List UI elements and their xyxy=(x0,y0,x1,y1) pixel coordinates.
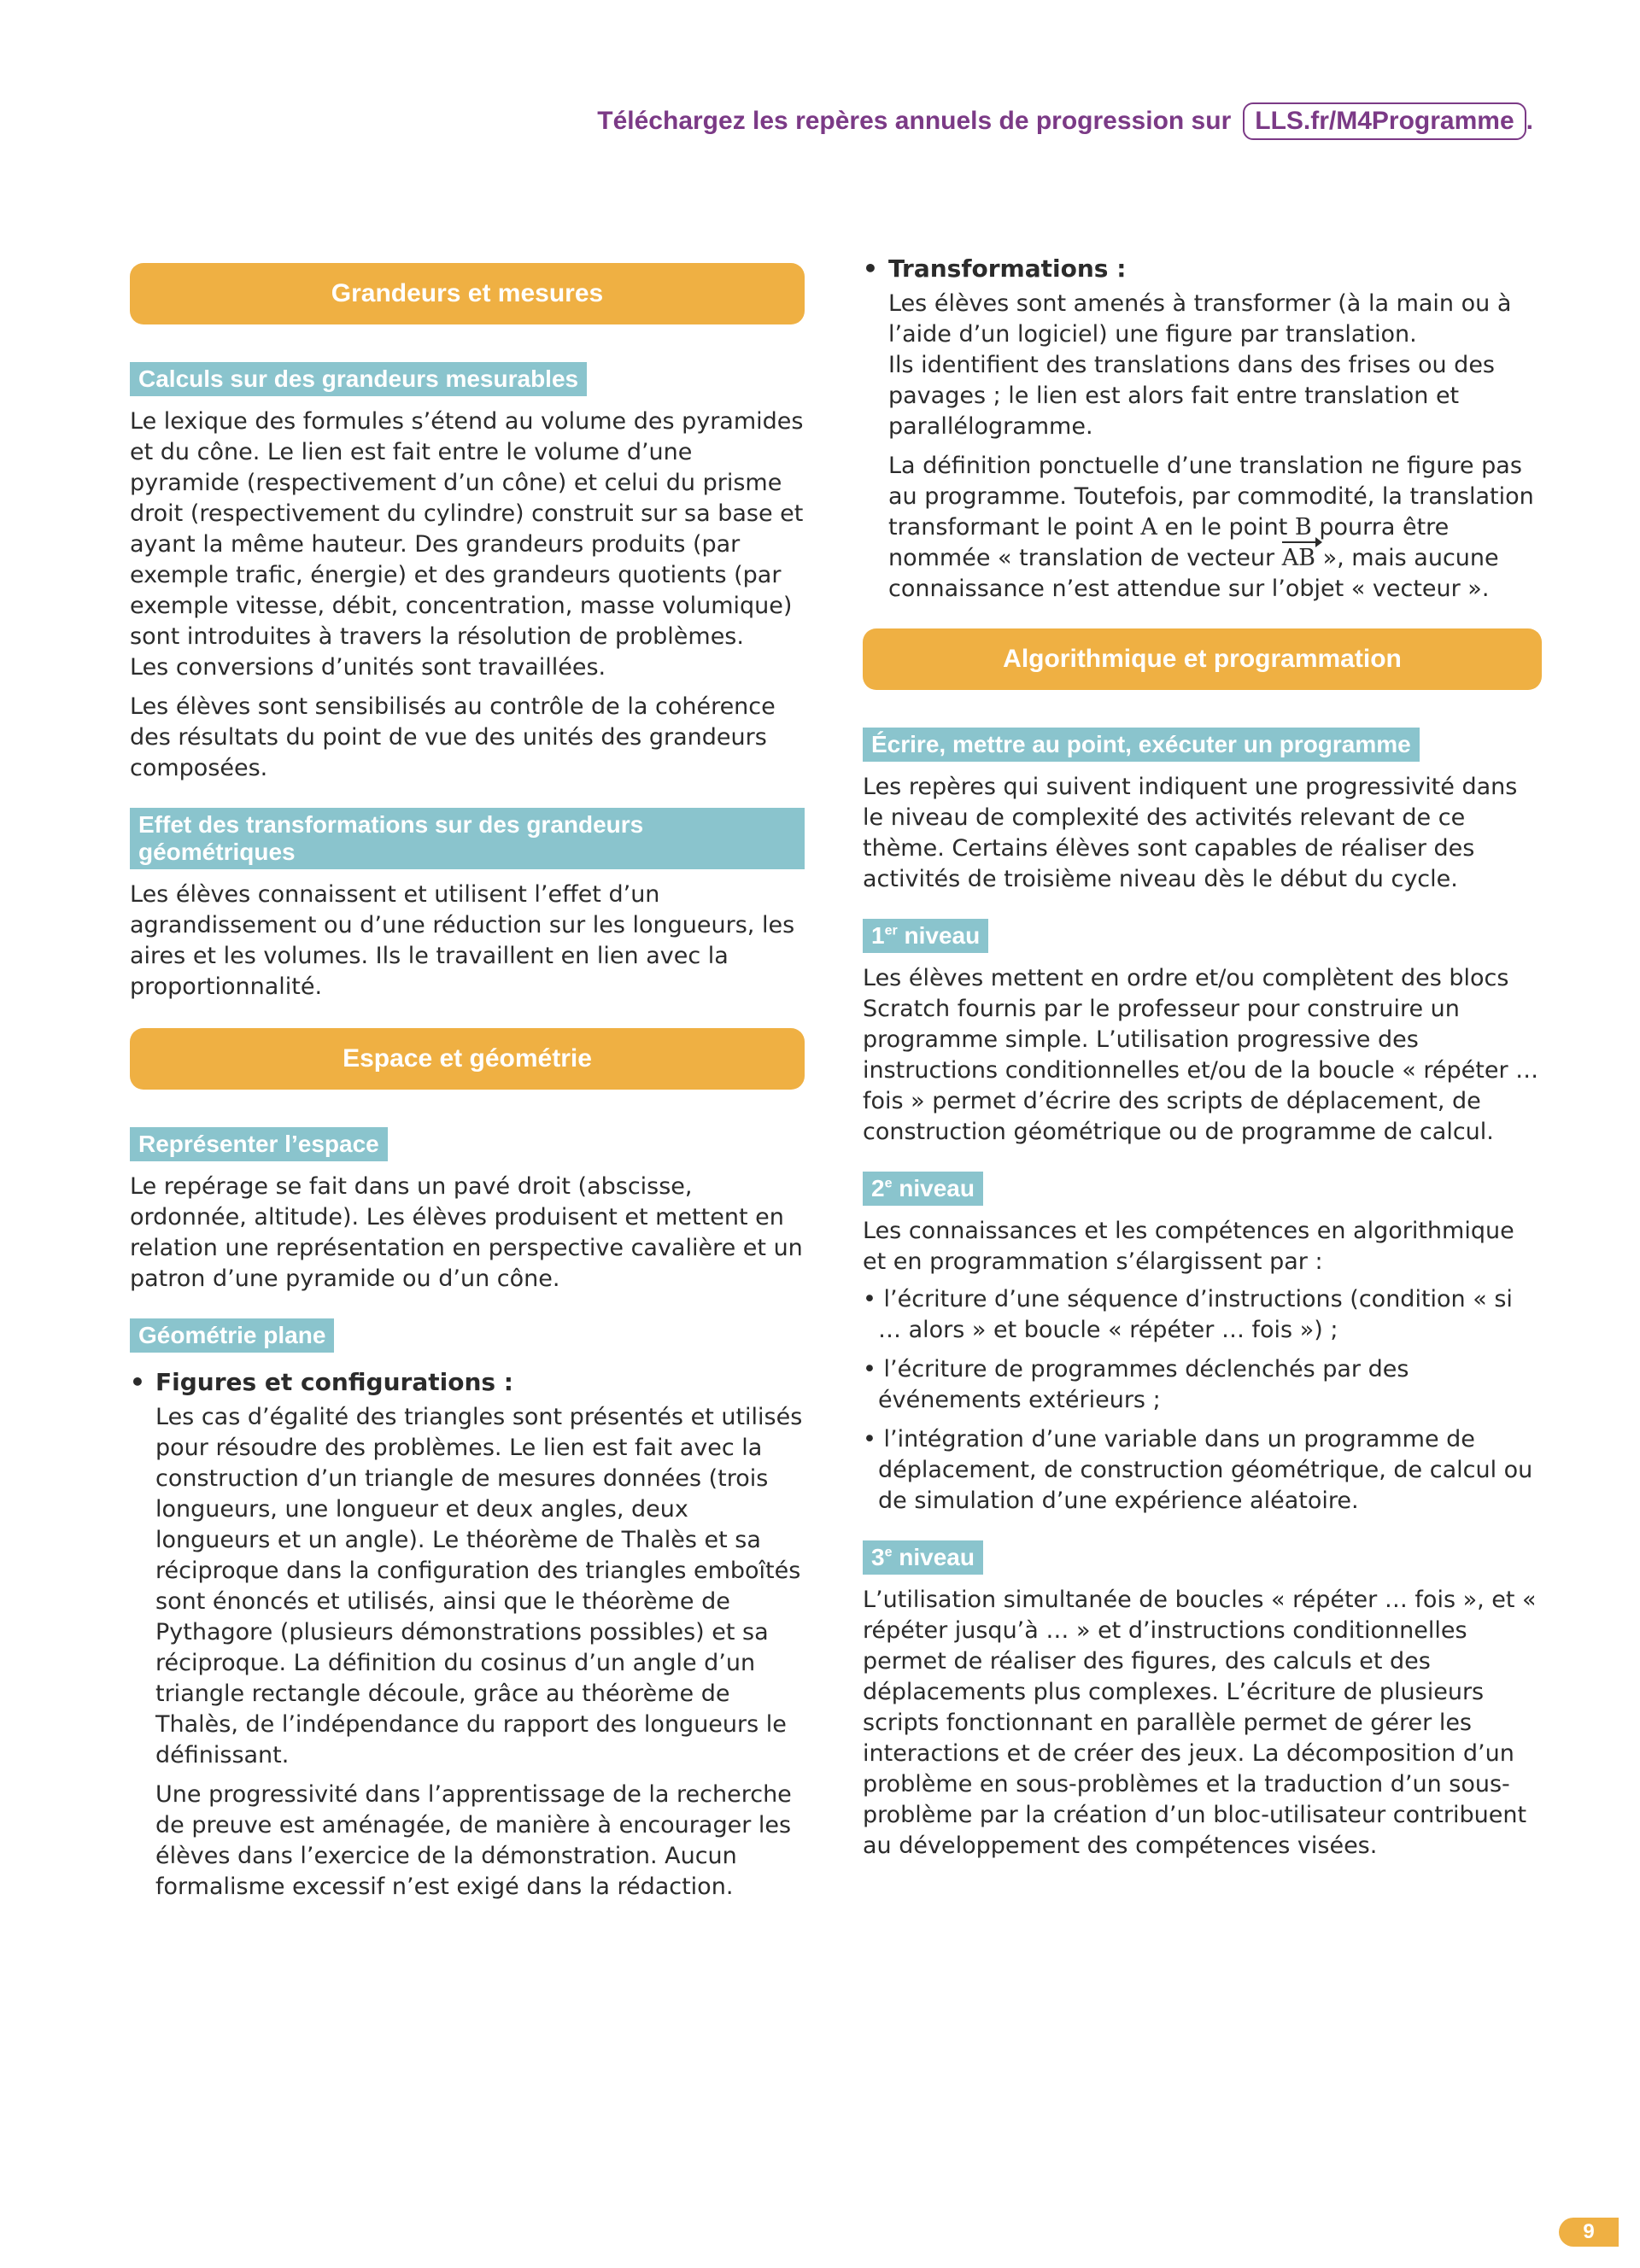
paragraph-coherence: Les élèves sont sensibilisés au contrôle de la cohérence des résultats du point de vue des unités des grandeurs composées. xyxy=(130,693,776,781)
level3-suffix: e xyxy=(884,1545,893,1560)
level2-suffix: e xyxy=(884,1176,893,1191)
bullet-figures-label: Figures et configurations : xyxy=(155,1368,514,1396)
paragraph-niveau-1: Les élèves mettent en ordre et/ou complètent des blocs Scratch fournis par le professeur pour construire un programme simple. L’utilisation progressive des instructions conditionnelles et/ou de la boucle « répéter … fois » permet d’écrire des scripts de déplacement, de construction géométrique ou de programme de calcul. xyxy=(863,965,1539,1145)
transformations-block xyxy=(863,289,1542,605)
subhead-niveau-3 xyxy=(863,1540,983,1575)
subhead-effet-transformations: Effet des transformations sur des grandeurs géométriques xyxy=(130,808,805,869)
vector-ab: AB xyxy=(1281,545,1316,571)
right-column xyxy=(863,253,1542,1862)
paragraph-transformer: Les élèves sont amenés à transformer (à la main ou à l’aide d’un logiciel) une figure par translation. xyxy=(888,290,1512,348)
paragraph-agrandissement: Les élèves connaissent et utilisent l’effet d’un agrandissement ou d’une réduction sur les longueurs, les aires et les volumes. Ils le travaillent en lien avec la proportionnalité. xyxy=(130,881,795,1000)
paragraph-niveau-3: L’utilisation simultanée de boucles « répéter … fois », et « répéter jusqu’à … » et d’instructions conditionnelles permet de réaliser des figures, des calculs et des déplacements plus complexes. L’écriture de plusieurs scripts fonctionnant en parallèle permet de gérer les interactions et de créer des jeux. La décomposition d’un problème en sous-problèmes et la traduction d’un sous-problème par la création d’un bloc-utilisateur contribuent au développement des compétences visées. xyxy=(863,1587,1537,1859)
list-item: • l’intégration d’une variable dans un programme de déplacement, de construction géométrique, de calcul ou de simulation d’une expérience aléatoire. xyxy=(863,1426,1533,1514)
level3-number: 3 xyxy=(871,1544,885,1570)
bullet-dot: • xyxy=(130,1368,145,1396)
figures-block xyxy=(130,1402,805,1903)
paragraph-progressivite-preuve: Une progressivité dans l’apprentissage de la recherche de preuve est aménagée, de manière à encourager les élèves dans l’exercice de la démonstration. Aucun formalisme excessif n’est exigé dans la rédaction. xyxy=(155,1781,792,1900)
paragraph-reperage: Le repérage se fait dans un pavé droit (abscisse, ordonnée, altitude). Les élèves produisent et mettent en relation une représentation en perspective cavalière et un patron d’une pyramide ou d’un cône. xyxy=(130,1173,803,1292)
paragraph-conversions: Les conversions d’unités sont travaillées. xyxy=(130,654,606,681)
translation-text-2: en le point xyxy=(1164,514,1288,541)
left-column xyxy=(130,248,805,1903)
level3-word: niveau xyxy=(899,1544,975,1570)
level1-suffix: er xyxy=(884,923,898,938)
subhead-ecrire-programme: Écrire, mettre au point, exécuter un programme xyxy=(863,728,1420,762)
level1-number: 1 xyxy=(871,922,885,949)
translation-text-1: La définition ponctuelle d’une translation ne figure pas au programme. Toutefois, par commodité, la translation transformant le point xyxy=(888,453,1534,541)
download-text: Téléchargez les repères annuels de progression sur xyxy=(597,107,1232,135)
subhead-niveau-1 xyxy=(863,919,988,953)
bullet-transformations xyxy=(863,253,1542,285)
paragraph-translation-definition xyxy=(888,451,1542,605)
point-b: B xyxy=(1294,514,1312,541)
download-header xyxy=(597,102,1533,140)
banner-espace-geometrie: Espace et géométrie xyxy=(130,1028,805,1090)
paragraph-frises: Ils identifient des translations dans des frises ou des pavages ; le lien est alors fait entre translation et parallélogramme. xyxy=(888,352,1496,440)
subhead-calculs: Calculs sur des grandeurs mesurables xyxy=(130,362,587,396)
paragraph-calculs: Le lexique des formules s’étend au volume des pyramides et du cône. Le lien est fait entre le volume d’une pyramide (respectivement d’un cône) et celui du prisme droit (respectivement du cylindre) construit sur sa base et ayant la même hauteur. Des grandeurs produits (par exemple trafic, énergie) et des grandeurs quotients (par exemple vitesse, débit, concentration, masse volumique) sont introduites à travers la résolution de problèmes. xyxy=(130,408,804,650)
paragraph-reperes: Les repères qui suivent indiquent une progressivité dans le niveau de complexité des activités relevant de ce thème. Certains élèves sont capables de réaliser des activités de troisième niveau dès le début du cycle. xyxy=(863,774,1518,892)
header-period: . xyxy=(1526,107,1533,135)
translation-text-3: pourra être nommée « translation de vecteur xyxy=(888,514,1450,571)
list-item: • l’écriture d’une séquence d’instructions (condition « si … alors » et boucle « répéter … fois ») ; xyxy=(863,1286,1513,1343)
translation-text-4: », mais aucune connaissance n’est attendue sur l’objet « vecteur ». xyxy=(888,545,1499,602)
paragraph-niveau-2: Les connaissances et les compétences en algorithmique et en programmation s’élargissent par : xyxy=(863,1218,1514,1275)
level2-number: 2 xyxy=(871,1175,885,1201)
list-item: • l’écriture de programmes déclenchés par des événements extérieurs ; xyxy=(863,1356,1409,1413)
subhead-geometrie-plane: Géométrie plane xyxy=(130,1318,334,1353)
bullet-figures xyxy=(130,1366,805,1399)
level2-word: niveau xyxy=(899,1175,975,1201)
paragraph-triangles: Les cas d’égalité des triangles sont présentés et utilisés pour résoudre des problèmes. Le lien est fait avec la construction d’un triangle de mesures données (trois longueurs, une longueur et deux angles, deux longueurs et un angle). Le théorème de Thalès et sa réciproque dans la configuration des triangles emboîtés sont énoncés et utilisés, ainsi que le théorème de Pythagore (plusieurs démonstrations possibles) et sa réciproque. La définition du cosinus d’un angle d’un triangle rectangle découle, grâce au théorème de Thalès, de l’indépendance du rapport des longueurs le définissant. xyxy=(155,1404,803,1768)
point-a: A xyxy=(1140,514,1157,541)
bullet-dot: • xyxy=(863,254,878,283)
bullet-transformations-label: Transformations : xyxy=(888,254,1127,283)
page-number: 9 xyxy=(1559,2218,1619,2247)
level1-word: niveau xyxy=(904,922,981,949)
banner-algorithmique: Algorithmique et programmation xyxy=(863,628,1542,690)
program-link[interactable]: LLS.fr/M4Programme xyxy=(1243,102,1526,140)
subhead-niveau-2 xyxy=(863,1172,983,1206)
banner-grandeurs-mesures: Grandeurs et mesures xyxy=(130,263,805,324)
subhead-representer-espace: Représenter l’espace xyxy=(130,1127,388,1161)
